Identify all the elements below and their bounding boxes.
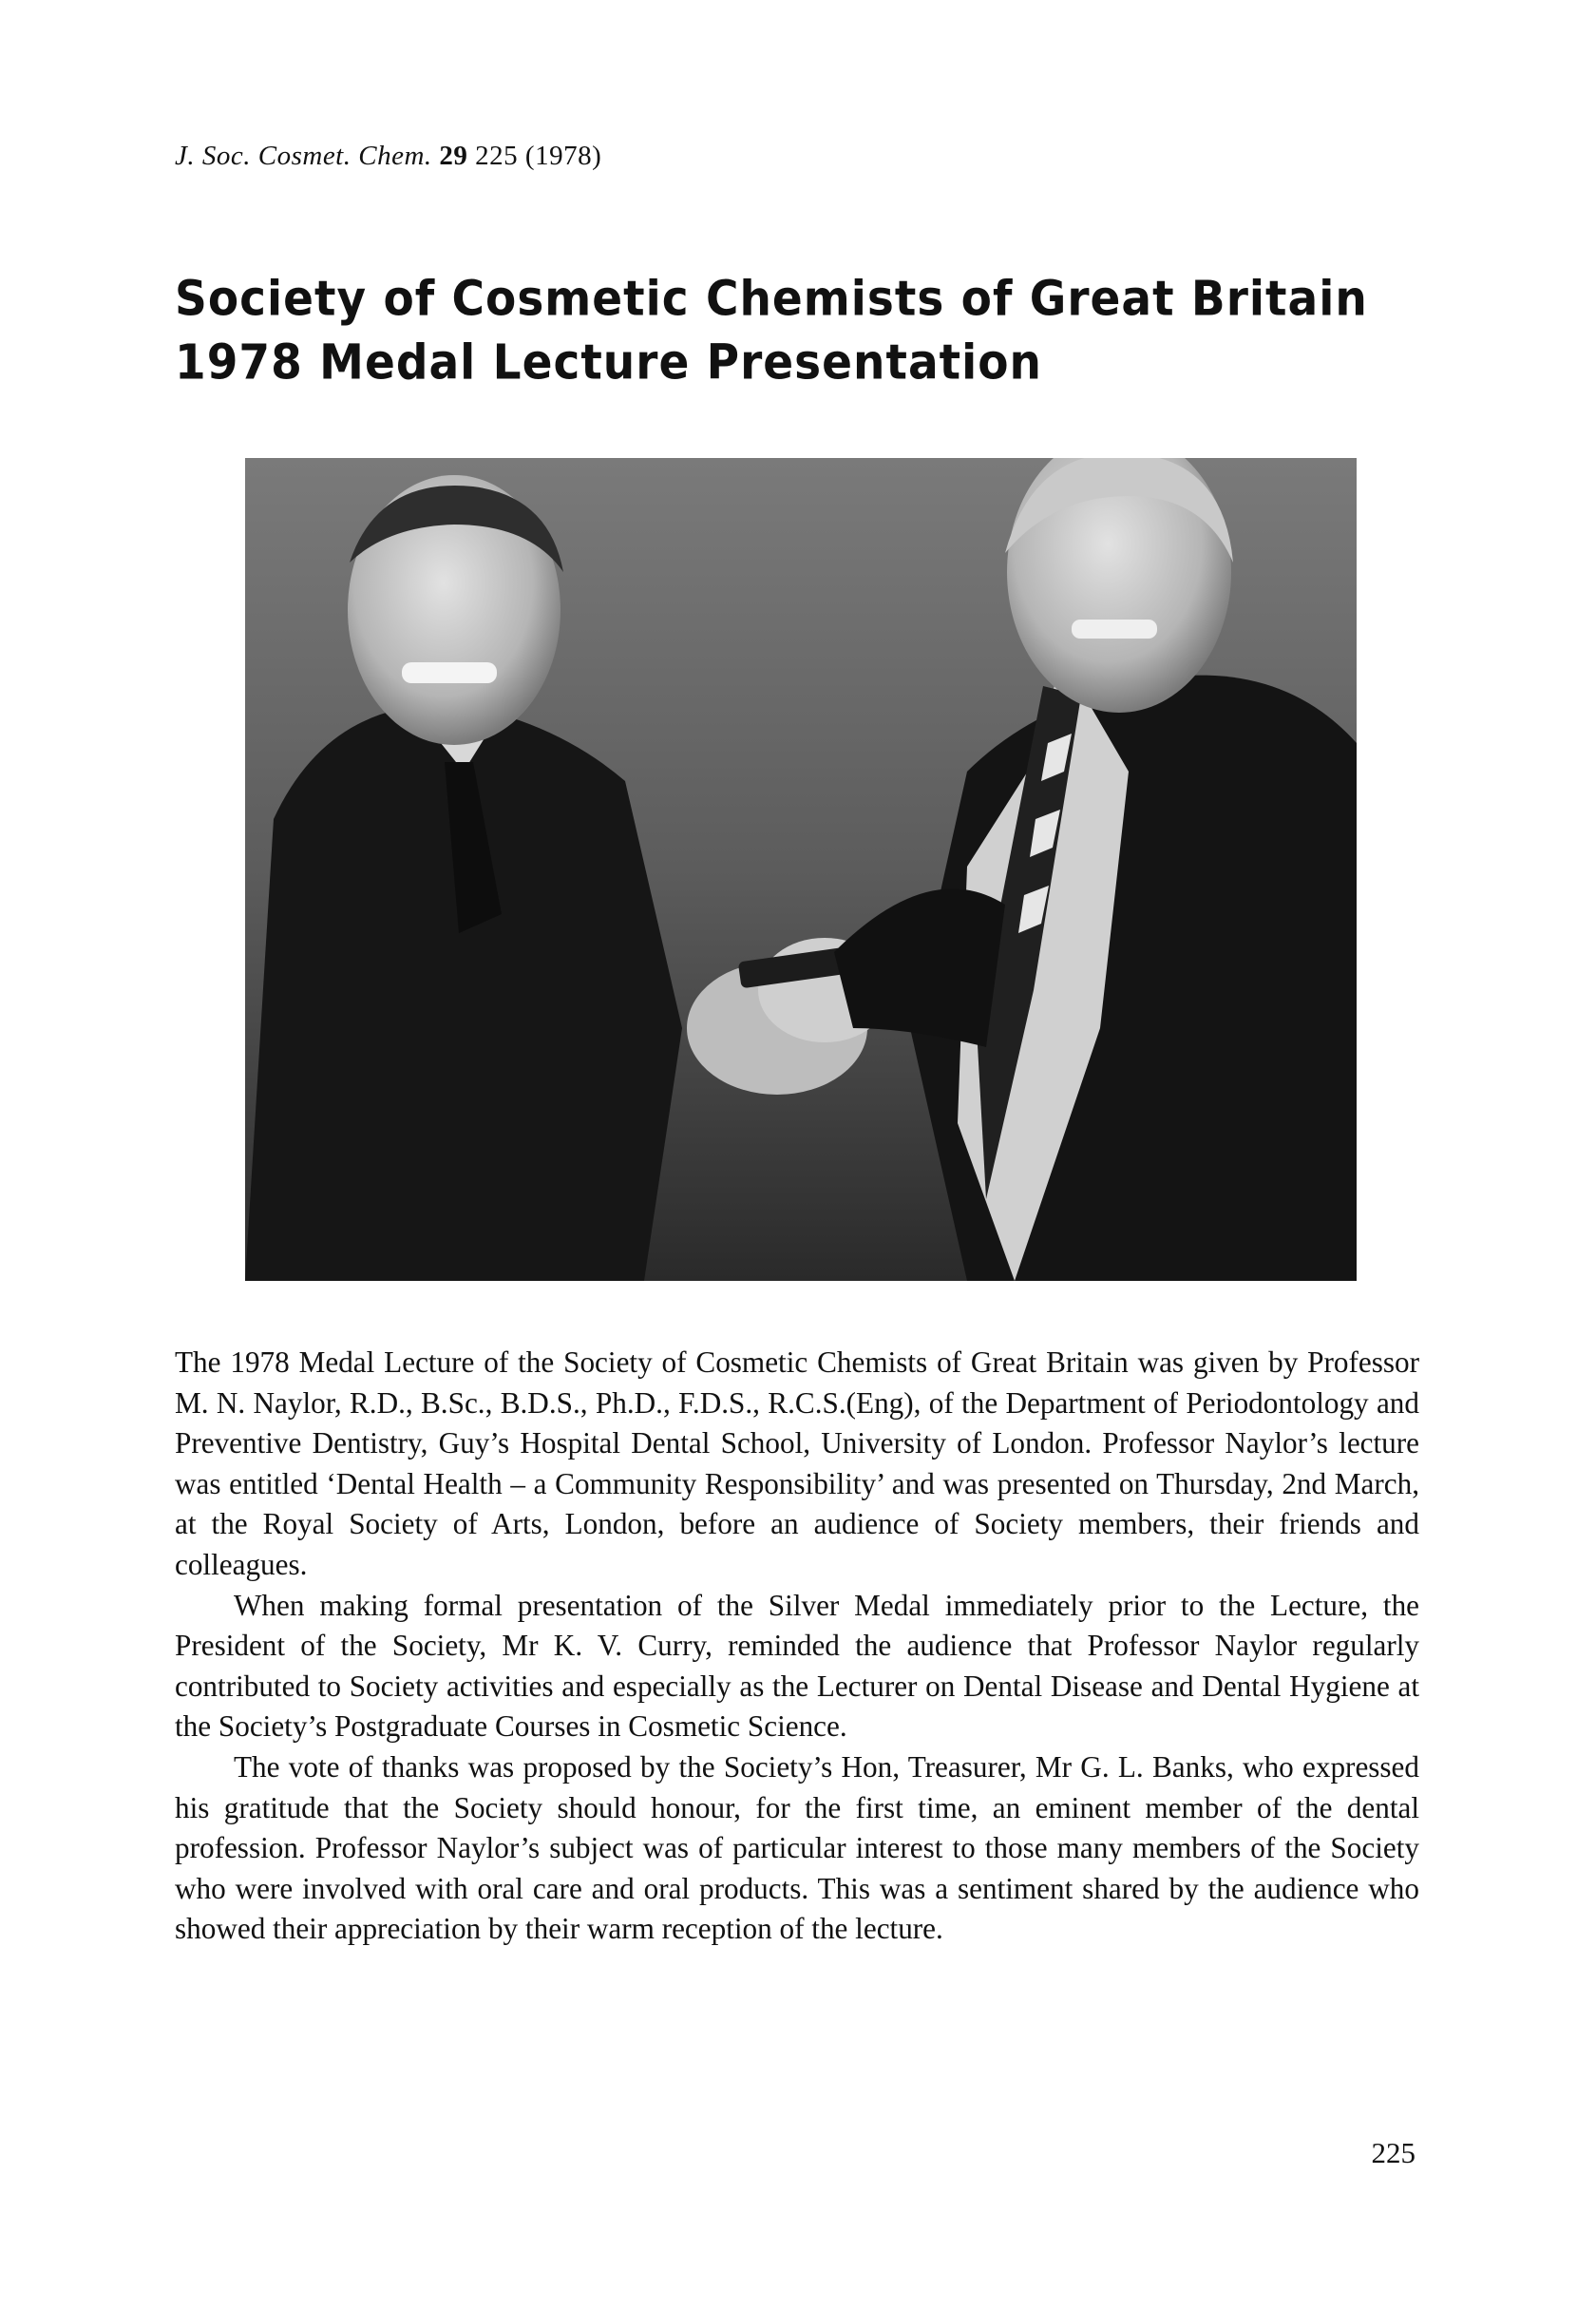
paragraph-2: When making formal presentation of the Silver Medal immediately prior to the Lecture, the President of the Society, Mr K. V. Curry, reminded the audience that Professor Naylor regularly contributed to Society activities and especially as the Lecturer on Dental Disease and Dental Hygiene at the Society’s Postgraduate Courses in Cosmetic Science. (175, 1588, 1419, 1744)
journal-page-year: 225 (1978) (475, 141, 602, 171)
paragraph-3: The vote of thanks was proposed by the Society’s Hon, Treasurer, Mr G. L. Banks, who expressed his gratitude that the Society should honour, for the first time, an eminent member of the dental profession. Professor Naylor’s subject was of particular interest to those many members of the Society who were involved with oral care and oral products. This was a sentiment shared by the audience who showed their appreciation by their warm reception of the lecture. (175, 1749, 1419, 1946)
paragraph-1: The 1978 Medal Lecture of the Society of Cosmetic Chemists of Great Britain was given by Professor M. N. Naylor, R.D., B.Sc., B.D.S., Ph.D., F.D.S., R.C.S.(Eng), of the Department of Periodontology and Preventive Dentistry, Guy’s Hospital Dental School, University of London. Professor Naylor’s lecture was entitled ‘Dental Health – a Community Responsibility’ and was presented on Thursday, 2nd March, at the Royal Society of Arts, London, before an audience of Society members, their friends and colleagues. (175, 1345, 1419, 1581)
page-number: 225 (1371, 2136, 1416, 2169)
journal-volume: 29 (439, 141, 468, 171)
journal-reference (175, 141, 601, 172)
title-line-1: Society of Cosmetic Chemists of Great Britain (175, 271, 1368, 328)
title-line-2: 1978 Medal Lecture Presentation (175, 334, 1043, 391)
article-body (175, 1343, 1419, 1950)
journal-name: J. Soc. Cosmet. Chem. (175, 141, 432, 171)
article-title (175, 268, 1410, 395)
presentation-photo (245, 458, 1357, 1281)
